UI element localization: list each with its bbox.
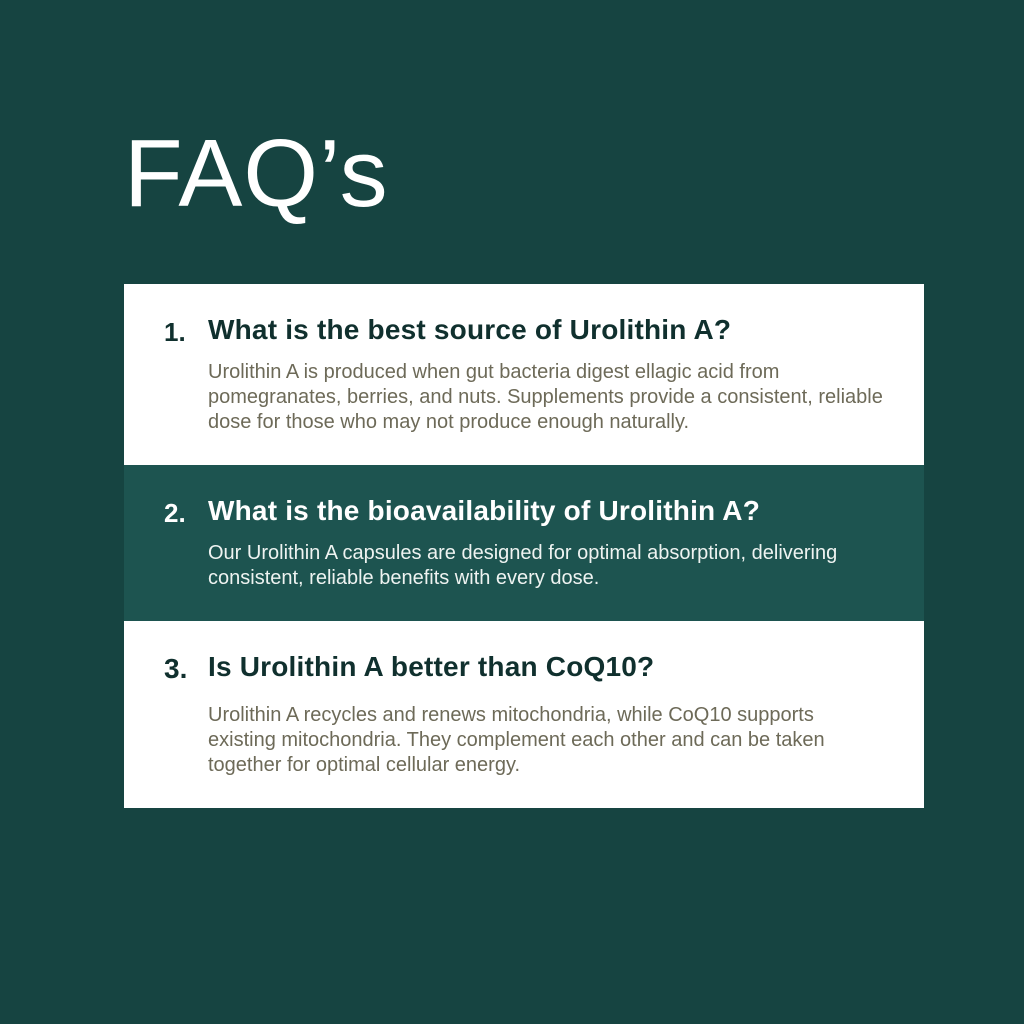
- faq-question-row: [164, 649, 884, 687]
- faq-question: What is the best source of Urolithin A?: [208, 314, 732, 345]
- faq-question: Is Urolithin A better than CoQ10?: [208, 651, 655, 682]
- faq-answer: Urolithin A is produced when gut bacteria digest ellagic acid from pomegranates, berries, and nuts. Supplements provide a consistent, reliable dose for those who may not produce enough naturally.: [208, 361, 883, 433]
- faq-answer: Our Urolithin A capsules are designed for optimal absorption, delivering consistent, reliable benefits with every dose.: [208, 542, 838, 589]
- page-title: FAQ’s: [124, 120, 389, 227]
- faq-list: [124, 284, 924, 808]
- faq-answer: Urolithin A recycles and renews mitochondria, while CoQ10 supports existing mitochondria. They complement each other and can be taken together for optimal cellular energy.: [208, 704, 825, 776]
- faq-question-row: [164, 312, 884, 350]
- faq-number: 3.: [164, 653, 188, 684]
- faq-item-1[interactable]: [124, 284, 924, 465]
- faq-number: 2.: [164, 498, 186, 528]
- faq-question-row: [164, 493, 884, 531]
- faq-item-2[interactable]: [124, 465, 924, 621]
- faq-item-3[interactable]: [124, 621, 924, 808]
- faq-question: What is the bioavailability of Urolithin A?: [208, 495, 761, 526]
- faq-number: 1.: [164, 317, 186, 347]
